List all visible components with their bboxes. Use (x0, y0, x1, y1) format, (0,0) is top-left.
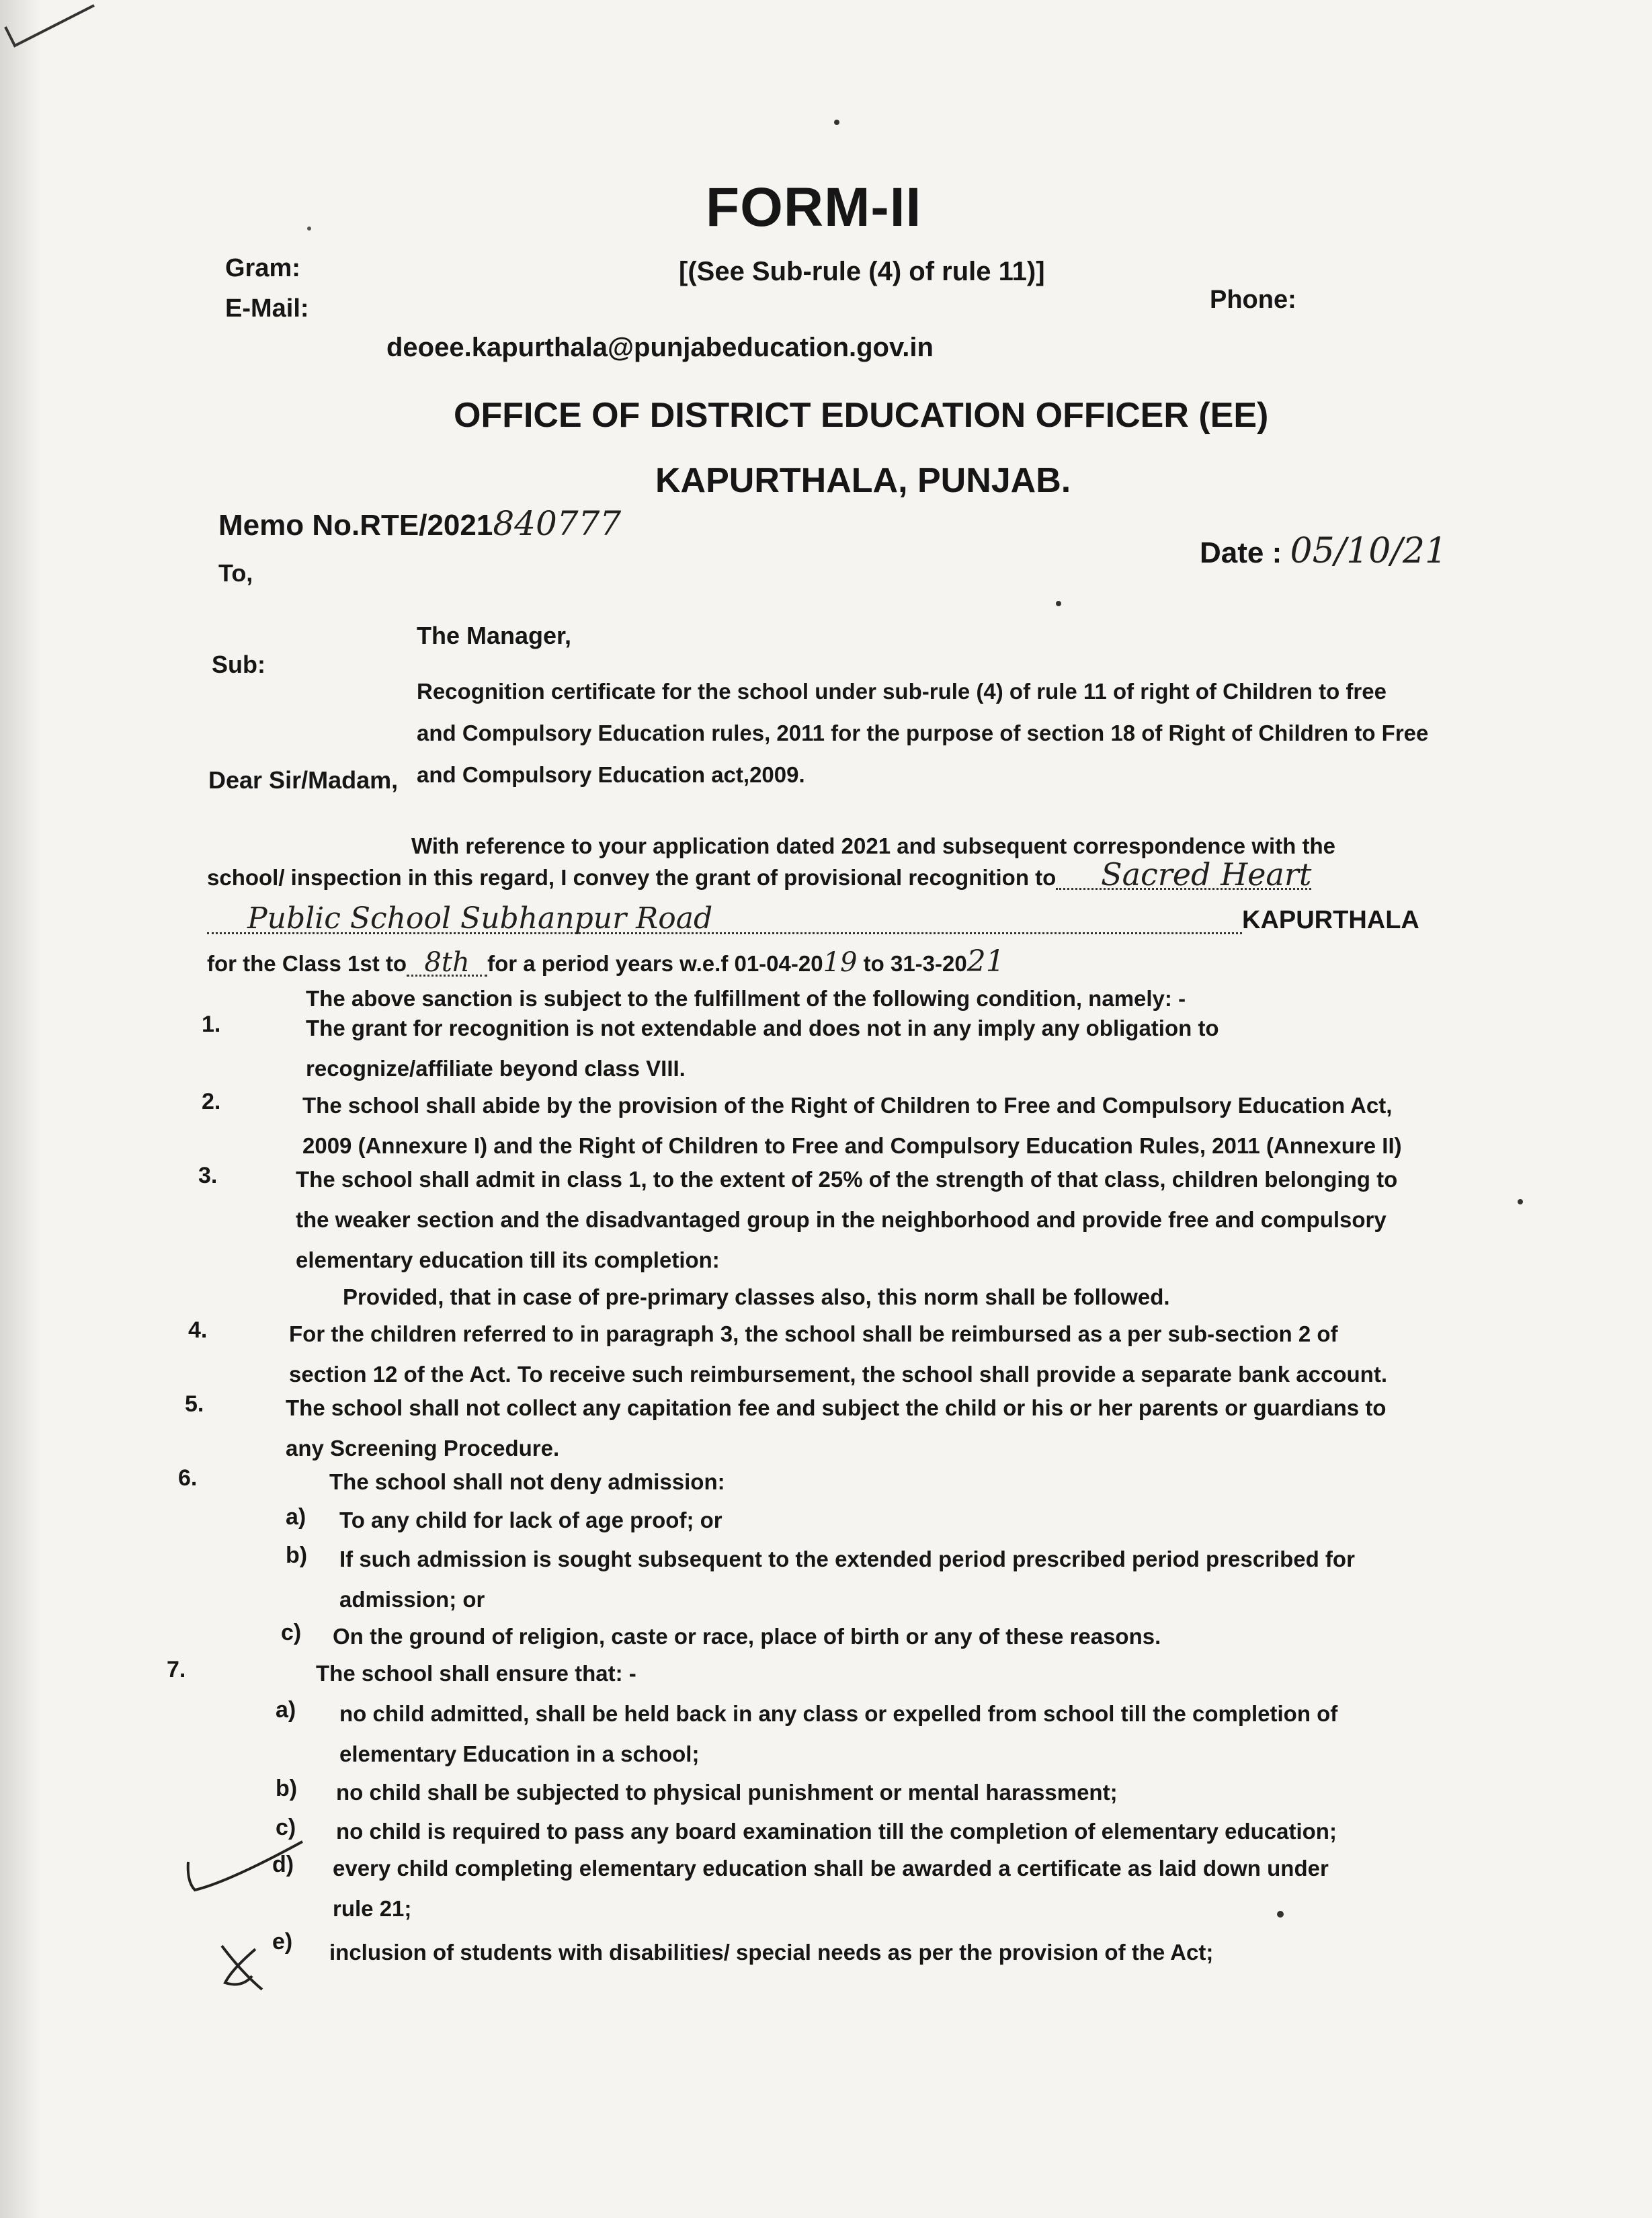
salutation: Dear Sir/Madam, (208, 766, 399, 794)
period-text: for a period years w.e.f 01-04-20 (487, 951, 823, 976)
memo-label: Memo No.RTE/2021 (218, 509, 493, 542)
condition-number: 1. (202, 1012, 221, 1037)
condition-7b: no child shall be subjected to physical punishment or mental harassment; (336, 1780, 1118, 1805)
condition-line: The school shall abide by the provision of the Right of Children to Free and Compulsory Education Act, (302, 1093, 1393, 1118)
condition-6-head: The school shall not deny admission: (329, 1469, 725, 1494)
condition-number: 2. (202, 1089, 221, 1114)
condition-line: section 12 of the Act. To receive such reimbursement, the school shall provide a separate bank account. (289, 1362, 1387, 1387)
date-label: Date : (1200, 536, 1282, 569)
condition-number: 6. (178, 1465, 198, 1491)
district-name: KAPURTHALA (1242, 906, 1419, 934)
condition-line: the weaker section and the disadvantaged group in the neighborhood and provide free and compulsory (296, 1207, 1387, 1232)
subject-line: and Compulsory Education act,2009. (417, 762, 805, 787)
sanction-line: The above sanction is subject to the fulfillment of the following condition, namely: - (306, 986, 1186, 1011)
office-location: KAPURTHALA, PUNJAB. (655, 461, 1071, 500)
item-letter: c) (281, 1620, 302, 1645)
condition-7-head: The school shall ensure that: - (316, 1661, 636, 1686)
item-letter: e) (272, 1929, 293, 1955)
item-letter: d) (272, 1852, 294, 1877)
subject-line: and Compulsory Education rules, 2011 for the purpose of section 18 of Right of Children to Free (417, 721, 1429, 745)
condition-line: any Screening Procedure. (286, 1436, 560, 1461)
condition-line: The school shall not collect any capitation fee and subject the child or his or her parents or guardians to (286, 1395, 1387, 1420)
item-letter: c) (276, 1815, 296, 1840)
email-label: E-Mail: (225, 294, 309, 323)
condition-line: elementary Education in a school; (339, 1741, 700, 1766)
condition-line: recognize/affiliate beyond class VIII. (306, 1056, 686, 1081)
condition-proviso: Provided, that in case of pre-primary classes also, this norm shall be followed. (343, 1284, 1170, 1309)
date-handwritten: 05/10/21 (1290, 531, 1448, 571)
subject-label: Sub: (212, 651, 265, 678)
office-name: OFFICE OF DISTRICT EDUCATION OFFICER (EE) (454, 396, 1269, 435)
school-name-handwritten-1: Sacred Heart (1056, 861, 1311, 890)
class-handwritten: 8th (407, 950, 487, 977)
class-prefix: for the Class 1st to (207, 951, 407, 976)
to-label: To, (218, 559, 253, 587)
reference-line-1: With reference to your application dated 2021 and subsequent correspondence with the (411, 833, 1335, 858)
year-from-handwritten: 19 (823, 947, 858, 978)
condition-line: elementary education till its completion: (296, 1247, 720, 1272)
item-letter: a) (276, 1697, 296, 1723)
condition-line: rule 21; (333, 1896, 412, 1921)
condition-line: every child completing elementary education shall be awarded a certificate as laid down under (333, 1856, 1329, 1881)
condition-line: 2009 (Annexure I) and the Right of Children to Free and Compulsory Education Rules, 2011 (Annexure II) (302, 1133, 1402, 1158)
condition-line: For the children referred to in paragraph 3, the school shall be reimbursed as a per sub-section 2 of (289, 1321, 1338, 1346)
year-to-handwritten: 21 (966, 944, 1005, 979)
addressee: The Manager, (417, 622, 572, 649)
gram-label: Gram: (225, 254, 300, 282)
condition-line: admission; or (339, 1587, 485, 1612)
phone-label: Phone: (1210, 286, 1296, 314)
condition-7c: no child is required to pass any board examination till the completion of elementary education; (336, 1819, 1337, 1844)
condition-line: The school shall admit in class 1, to the extent of 25% of the strength of that class, children belonging to (296, 1167, 1398, 1192)
item-letter: b) (286, 1543, 308, 1568)
item-letter: a) (286, 1504, 306, 1530)
condition-number: 3. (198, 1163, 218, 1188)
condition-line: If such admission is sought subsequent to the extended period prescribed period prescribed for (339, 1547, 1355, 1571)
school-name-handwritten-2: Public School Subhanpur Road (207, 905, 1242, 934)
condition-line: no child admitted, shall be held back in any class or expelled from school till the completion of (339, 1701, 1338, 1726)
item-letter: b) (276, 1776, 298, 1801)
email-address: deoee.kapurthala@punjabeducation.gov.in (386, 333, 934, 362)
condition-number: 7. (167, 1657, 186, 1682)
subject-line: Recognition certificate for the school under sub-rule (4) of rule 11 of right of Children to free (417, 679, 1387, 704)
condition-6c: On the ground of religion, caste or race, place of birth or any of these reasons. (333, 1624, 1161, 1649)
condition-number: 4. (188, 1317, 208, 1343)
period-to: to 31-3-20 (857, 951, 967, 976)
rule-reference: [(See Sub-rule (4) of rule 11)] (679, 257, 1045, 286)
condition-line: The grant for recognition is not extendable and does not in any imply any obligation to (306, 1016, 1219, 1040)
condition-6a: To any child for lack of age proof; or (339, 1508, 722, 1532)
condition-7e: inclusion of students with disabilities/ special needs as per the provision of the Act; (329, 1940, 1214, 1965)
condition-number: 5. (185, 1391, 204, 1417)
memo-handwritten: 840777 (493, 504, 622, 543)
form-title: FORM-II (706, 177, 922, 238)
reference-text: school/ inspection in this regard, I convey the grant of provisional recognition to (207, 865, 1057, 890)
